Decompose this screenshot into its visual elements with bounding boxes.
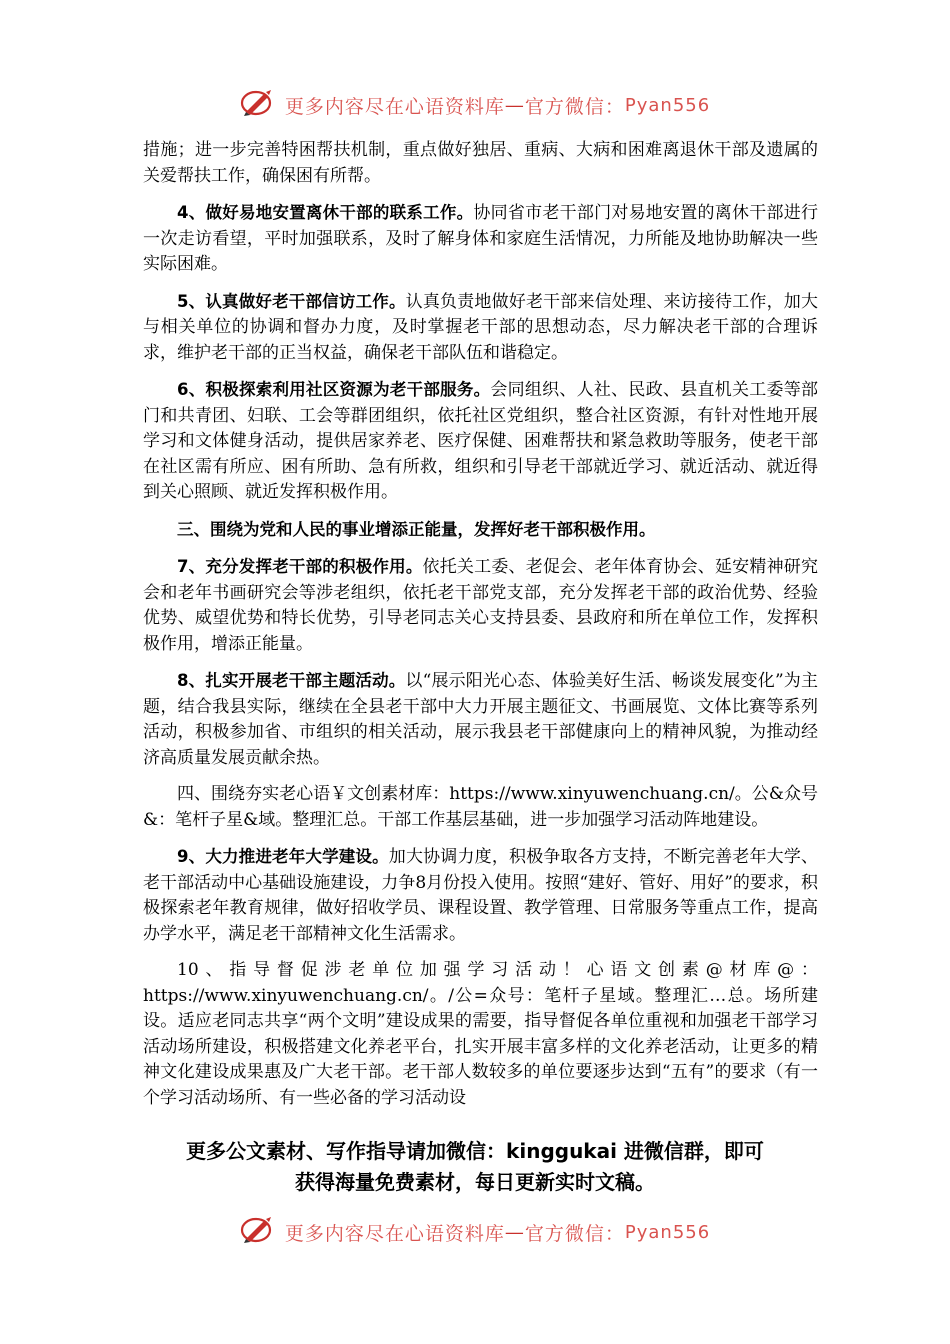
- paragraph: [143, 844, 818, 947]
- paragraph-body: 依托关工委、老促会、老年体育协会、延安精神研究会和老年书画研究会等涉老组织，依托老干部党支部，充分发挥老干部的政治优势、经验优势、威望优势和特长优势，引导老同志关心支持县委、县政府和所在单位工作，发挥积极作用，增添正能量。: [143, 557, 818, 654]
- pen-logo-icon: [240, 88, 274, 123]
- paragraph-heading: 6、积极探索利用社区资源为老干部服务。: [177, 380, 491, 399]
- paragraph: [143, 668, 818, 771]
- paragraph: [143, 289, 818, 367]
- paragraph-body: 协同省市老干部门对易地安置的离休干部进行一次走访看望，平时加强联系，及时了解身体和家庭生活情况，力所能及地协助解决一些实际困难。: [143, 203, 819, 274]
- paragraph-heading: 8、扎实开展老干部主题活动。: [177, 671, 406, 690]
- paragraph: [143, 377, 818, 506]
- section-heading: [143, 517, 818, 544]
- promo-line-2: 获得海量免费素材，每日更新实时文稿。: [295, 1170, 655, 1194]
- paragraph-heading: 7、充分发挥老干部的积极作用。: [177, 557, 423, 576]
- document-body: [143, 138, 818, 1122]
- paragraph-body: 加大协调力度，积极争取各方支持，不断完善老年大学、老干部活动中心基础设施建设，力争8月份投入使用。按照“建好、管好、用好”的要求，积极探索老年教育规律，做好招收学员、课程设置、教学管理、日常服务等重点工作，提高办学水平，满足老干部精神文化生活需求。: [143, 847, 819, 944]
- paragraph: [143, 138, 818, 189]
- banner-separator: —: [504, 1221, 525, 1244]
- banner-text: 更多内容尽在心语资料库: [284, 96, 505, 118]
- paragraph-body: 措施；进一步完善特困帮扶机制，重点做好独居、重病、大病和困难离退休干部及遗属的关爱帮扶工作，确保困有所帮。: [143, 140, 818, 186]
- banner-separator: —: [504, 94, 525, 117]
- paragraph: [143, 200, 818, 278]
- paragraph-heading: 4、做好易地安置离休干部的联系工作。: [177, 203, 474, 222]
- paragraph-body: 认真负责地做好老干部来信处理、来访接待工作，加大与相关单位的协调和督办力度，及时掌握老干部的思想动态，尽力解决老干部的合理诉求，维护老干部的正当权益，确保老干部队伍和谐稳定。: [143, 291, 819, 363]
- promo-line-1: 更多公文素材、写作指导请加微信：kinggukai 进微信群，即可: [186, 1139, 764, 1163]
- section-heading-text: 三、围绕为党和人民的事业增添正能量，发挥好老干部积极作用。: [177, 519, 656, 539]
- paragraph: [143, 782, 818, 833]
- pen-logo-icon: [240, 1215, 274, 1250]
- banner-official: 官方微信：: [524, 1223, 625, 1245]
- banner-wechat-id: Pyan556: [624, 95, 711, 116]
- paragraph-body: 以“展示阳光心态、体验美好生活、畅谈发展变化”为主题，结合我县实际，继续在全县老干部中大力开展主题征文、书画展览、文体比赛等系列活动，积极参加省、市组织的相关活动，展示我县老干部健康向上的精神风貌，为推动经济高质量发展贡献余热。: [143, 671, 818, 768]
- banner-official: 官方微信：: [524, 96, 625, 118]
- header-banner: [0, 88, 950, 123]
- paragraph: [143, 958, 818, 1111]
- footer-banner: [0, 1215, 950, 1250]
- paragraph-heading: 5、认真做好老干部信访工作。: [177, 291, 406, 311]
- paragraph-body: 会同组织、人社、民政、县直机关工委等部门和共青团、妇联、工会等群团组织，依托社区党组织，整合社区资源，有针对性地开展学习和文体健身活动，提供居家养老、医疗保健、困难帮扶和紧急救助等服务，使老干部在社区需有所应、困有所助、急有所救，组织和引导老干部就近学习、就近活动、就近得到关心照顾、就近发挥积极作用。: [143, 380, 819, 502]
- banner-wechat-id: Pyan556: [624, 1222, 711, 1243]
- paragraph-body: 10、指导督促涉老单位加强学习活动！心语文创素@材库@：https://www.xinyuwenchuang.cn/。/公=众号：笔杆子星域。整理汇…总。场所建设。适应老同志共享“两个文明”建设成果的需要，指导督促各单位重视和加强老干部学习活动场所建设，积极搭建文化养老平台，扎实开展丰富多样的文化养老活动，让更多的精神文化建设成果惠及广大老干部。老干部人数较多的单位要逐步达到“五有”的要求（有一个学习活动场所、有一些必备的学习活动设: [143, 960, 818, 1108]
- paragraph-body: 四、围绕夯实老心语￥文创素材库：https://www.xinyuwenchuang.cn/。公&众号&：笔杆子星&域。整理汇总。干部工作基层基础，进一步加强学习活动阵地建设。: [143, 784, 818, 830]
- paragraph: [143, 554, 818, 657]
- paragraph-heading: 9、大力推进老年大学建设。: [177, 847, 389, 866]
- banner-text: 更多内容尽在心语资料库: [284, 1223, 505, 1245]
- promo-notice: [100, 1136, 850, 1198]
